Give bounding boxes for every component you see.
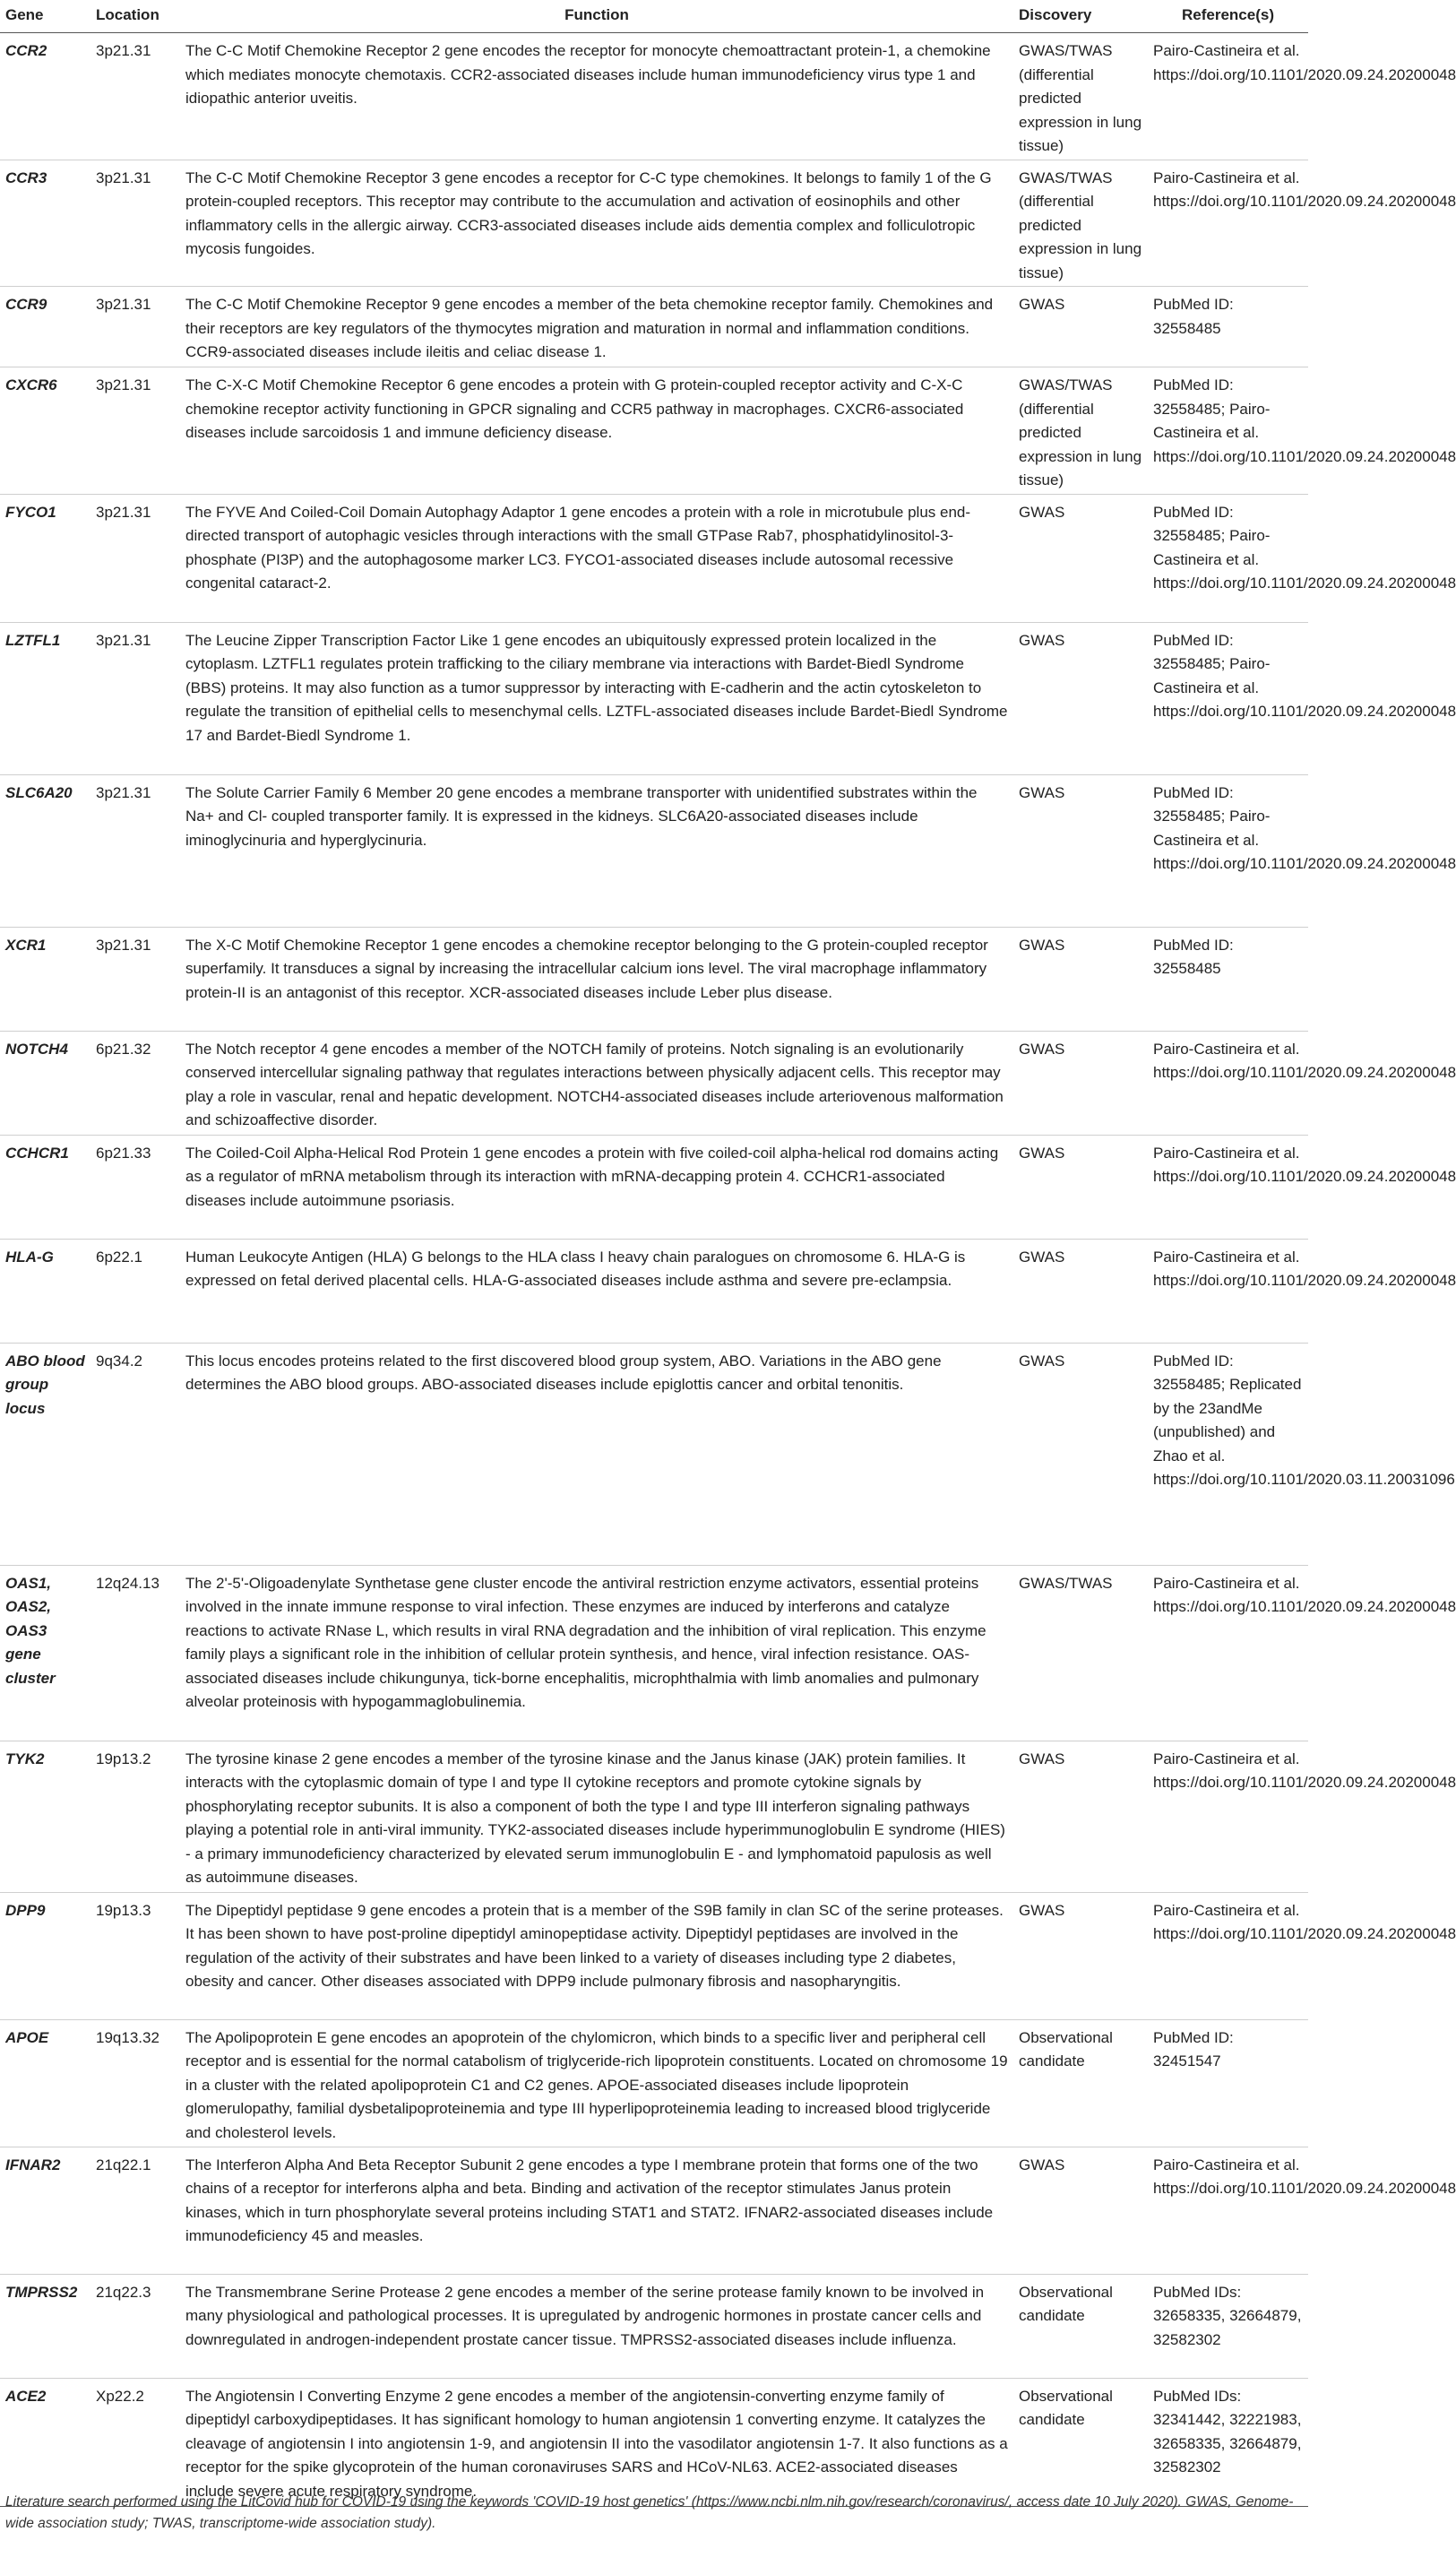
- cell-references: PubMed ID: 32558485; Pairo-Castineira et al. https://doi.org/10.1101/2020.09.24.20200048: [1148, 622, 1308, 774]
- cell-gene: DPP9: [0, 1892, 90, 2019]
- cell-discovery: GWAS: [1013, 1343, 1148, 1565]
- cell-function: The 2'-5'-Oligoadenylate Synthetase gene cluster encode the antiviral restriction enzyme activators, essential proteins involved in the innate immune response to viral infection. These enzymes are induced by interferons and catalyze reactions to activate RNase L, which results in viral RNA degradation and the inhibition of viral replication. This enzyme family plays a significant role in the inhibition of cellular protein synthesis, and hence, viral infection resistance. OAS-associated diseases include chikungunya, tick-borne encephalitis, microphthalmia with limb anomalies and pulmonary alveolar proteinosis with hypogammaglobulinemia.: [180, 1565, 1013, 1741]
- table-row: [0, 33, 1308, 160]
- cell-function: The Dipeptidyl peptidase 9 gene encodes a protein that is a member of the S9B family in clan SC of the serine proteases. It has been shown to have post-proline dipeptidyl aminopeptidase activity. Dipeptidyl peptidases are involved in the regulation of the activity of their substrates and have been linked to a variety of diseases including type 2 diabetes, obesity and cancer. Other diseases associated with DPP9 include pulmonary fibrosis and nasopharyngitis.: [180, 1892, 1013, 2019]
- cell-location: 19p13.2: [90, 1741, 180, 1892]
- table-row: [0, 2274, 1308, 2378]
- cell-references: PubMed ID: 32451547: [1148, 2019, 1308, 2147]
- table-row: [0, 1135, 1308, 1239]
- table-row: [0, 2378, 1308, 2506]
- cell-discovery: GWAS: [1013, 1892, 1148, 2019]
- cell-references: Pairo-Castineira et al. https://doi.org/10.1101/2020.09.24.20200048: [1148, 1741, 1308, 1892]
- cell-location: 3p21.31: [90, 367, 180, 495]
- header-gene: Gene: [0, 0, 90, 33]
- cell-function: The Leucine Zipper Transcription Factor Like 1 gene encodes an ubiquitously expressed protein localized in the cytoplasm. LZTFL1 regulates protein trafficking to the ciliary membrane via interactions with Bardet-Biedl Syndrome (BBS) proteins. It may also function as a tumor suppressor by interacting with E-cadherin and the actin cytoskeleton to regulate the transition of epithelial cells to mesenchymal cells. LZTFL-associated diseases include Bardet-Biedl Syndrome 17 and Bardet-Biedl Syndrome 1.: [180, 622, 1013, 774]
- cell-discovery: Observational candidate: [1013, 2274, 1148, 2378]
- cell-discovery: Observational candidate: [1013, 2019, 1148, 2147]
- cell-function: The C-C Motif Chemokine Receptor 3 gene encodes a receptor for C-C type chemokines. It belongs to family 1 of the G protein-coupled receptors. This receptor may contribute to the accumulation and activation of eosinophils and other inflammatory cells in the allergic airway. CCR3-associated diseases include aids dementia complex and folliculotropic mycosis fungoides.: [180, 160, 1013, 287]
- cell-gene: LZTFL1: [0, 622, 90, 774]
- cell-location: 3p21.31: [90, 160, 180, 287]
- cell-location: 12q24.13: [90, 1565, 180, 1741]
- cell-gene: ACE2: [0, 2378, 90, 2506]
- cell-location: 6p21.33: [90, 1135, 180, 1239]
- table-row: [0, 1343, 1308, 1565]
- cell-gene: NOTCH4: [0, 1031, 90, 1135]
- cell-location: 21q22.3: [90, 2274, 180, 2378]
- table-row: [0, 774, 1308, 927]
- cell-discovery: GWAS: [1013, 287, 1148, 367]
- cell-discovery: GWAS: [1013, 1135, 1148, 1239]
- table-row: [0, 1239, 1308, 1343]
- table-row: [0, 622, 1308, 774]
- cell-references: Pairo-Castineira et al. https://doi.org/10.1101/2020.09.24.20200048: [1148, 1565, 1308, 1741]
- cell-references: Pairo-Castineira et al. https://doi.org/10.1101/2020.09.24.20200048: [1148, 1135, 1308, 1239]
- cell-gene: CCR3: [0, 160, 90, 287]
- cell-gene: APOE: [0, 2019, 90, 2147]
- cell-location: 9q34.2: [90, 1343, 180, 1565]
- cell-discovery: GWAS/TWAS: [1013, 1565, 1148, 1741]
- cell-references: PubMed ID: 32558485; Pairo-Castineira et al. https://doi.org/10.1101/2020.09.24.20200048: [1148, 367, 1308, 495]
- cell-gene: OAS1, OAS2, OAS3 gene cluster: [0, 1565, 90, 1741]
- cell-references: PubMed IDs: 32341442, 32221983, 32658335, 32664879, 32582302: [1148, 2378, 1308, 2506]
- cell-location: 19q13.32: [90, 2019, 180, 2147]
- cell-discovery: GWAS: [1013, 1031, 1148, 1135]
- cell-gene: SLC6A20: [0, 774, 90, 927]
- cell-references: PubMed ID: 32558485; Pairo-Castineira et al. https://doi.org/10.1101/2020.09.24.20200048: [1148, 774, 1308, 927]
- cell-gene: CCHCR1: [0, 1135, 90, 1239]
- cell-function: The Apolipoprotein E gene encodes an apoprotein of the chylomicron, which binds to a specific liver and peripheral cell receptor and is essential for the normal catabolism of triglyceride-rich lipoprotein constituents. Located on chromosome 19 in a cluster with the related apolipoprotein C1 and C2 genes. APOE-associated diseases include lipoprotein glomerulopathy, familial dysbetalipoproteinemia and type III hyperlipoproteinemia leading to increased blood triglyceride and cholesterol levels.: [180, 2019, 1013, 2147]
- cell-function: The Interferon Alpha And Beta Receptor Subunit 2 gene encodes a type I membrane protein that forms one of the two chains of a receptor for interferons alpha and beta. Binding and activation of the receptor stimulates Janus protein kinases, which in turn phosphorylate several proteins including STAT1 and STAT2. IFNAR2-associated diseases include immunodeficiency 45 and measles.: [180, 2147, 1013, 2274]
- cell-location: 19p13.3: [90, 1892, 180, 2019]
- cell-references: PubMed IDs: 32658335, 32664879, 32582302: [1148, 2274, 1308, 2378]
- cell-discovery: GWAS/TWAS (differential predicted expression in lung tissue): [1013, 160, 1148, 287]
- cell-location: 3p21.31: [90, 494, 180, 622]
- table-row: [0, 494, 1308, 622]
- table-header: [0, 0, 1308, 33]
- cell-discovery: GWAS: [1013, 622, 1148, 774]
- table-row: [0, 2147, 1308, 2274]
- cell-function: The X-C Motif Chemokine Receptor 1 gene encodes a chemokine receptor belonging to the G protein-coupled receptor superfamily. It transduces a signal by increasing the intracellular calcium ions level. The viral macrophage inflammatory protein-II is an antagonist of this receptor. XCR-associated diseases include Leber plus disease.: [180, 927, 1013, 1031]
- cell-location: 3p21.31: [90, 287, 180, 367]
- table-row: [0, 367, 1308, 495]
- cell-function: The Angiotensin I Converting Enzyme 2 gene encodes a member of the angiotensin-converting enzyme family of dipeptidyl carboxydipeptidases. It has significant homology to human angiotensin 1 converting enzyme. It catalyzes the cleavage of angiotensin I into angiotensin 1-9, and angiotensin II into the vasodilator angiotensin 1-7. It also functions as a receptor for the spike glycoprotein of the human coronaviruses SARS and HCoV-NL63. ACE2-associated diseases include severe acute respiratory syndrome.: [180, 2378, 1013, 2506]
- cell-function: The C-C Motif Chemokine Receptor 2 gene encodes the receptor for monocyte chemoattractant protein-1, a chemokine which mediates monocyte chemotaxis. CCR2-associated diseases include human immunodeficiency virus type 1 and idiopathic anterior uveitis.: [180, 33, 1013, 160]
- cell-gene: TYK2: [0, 1741, 90, 1892]
- table-row: [0, 1892, 1308, 2019]
- table-body: [0, 33, 1456, 2507]
- cell-discovery: Observational candidate: [1013, 2378, 1148, 2506]
- table-row: [0, 160, 1308, 287]
- cell-references: PubMed ID: 32558485: [1148, 927, 1308, 1031]
- cell-discovery: GWAS: [1013, 927, 1148, 1031]
- cell-function: The Coiled-Coil Alpha-Helical Rod Protein 1 gene encodes a protein with five coiled-coil alpha-helical rod domains acting as a regulator of mRNA metabolism through its interaction with mRNA-decapping protein 4. CCHCR1-associated diseases include autoimmune psoriasis.: [180, 1135, 1013, 1239]
- cell-location: Xp22.2: [90, 2378, 180, 2506]
- cell-gene: IFNAR2: [0, 2147, 90, 2274]
- cell-gene: XCR1: [0, 927, 90, 1031]
- header-references: Reference(s): [1148, 0, 1308, 33]
- cell-gene: CCR9: [0, 287, 90, 367]
- cell-gene: CXCR6: [0, 367, 90, 495]
- cell-references: PubMed ID: 32558485; Pairo-Castineira et al. https://doi.org/10.1101/2020.09.24.20200048: [1148, 494, 1308, 622]
- cell-references: PubMed ID: 32558485: [1148, 287, 1308, 367]
- cell-function: The FYVE And Coiled-Coil Domain Autophagy Adaptor 1 gene encodes a protein with a role in microtubule plus end-directed transport of autophagic vesicles through interactions with the small GTPase Rab7, phosphatidylinositol-3-phosphate (PI3P) and the autophagosome marker LC3. FYCO1-associated diseases include autosomal recessive congenital cataract-2.: [180, 494, 1013, 622]
- cell-gene: FYCO1: [0, 494, 90, 622]
- table-row: [0, 927, 1308, 1031]
- cell-discovery: GWAS: [1013, 774, 1148, 927]
- table-footnote: Literature search performed using the LitCovid hub for COVID-19 using the keywords 'COVID-19 host genetics' (https://www.ncbi.nlm.nih.gov/research/coronavirus/, access date 10 July 2020). GWAS, Genome-wide association study; TWAS, transcriptome-wide association study).: [5, 2494, 1294, 2531]
- cell-discovery: GWAS: [1013, 2147, 1148, 2274]
- table-row: [0, 1565, 1308, 1741]
- cell-function: The Transmembrane Serine Protease 2 gene encodes a member of the serine protease family known to be involved in many physiological and pathological processes. It is upregulated by androgenic hormones in prostate cancer cells and downregulated in androgen-independent prostate cancer tissue. TMPRSS2-associated diseases include influenza.: [180, 2274, 1013, 2378]
- cell-function: This locus encodes proteins related to the first discovered blood group system, ABO. Variations in the ABO gene determines the ABO blood groups. ABO-associated diseases include epiglottis cancer and orbital tenonitis.: [180, 1343, 1013, 1565]
- cell-function: The C-C Motif Chemokine Receptor 9 gene encodes a member of the beta chemokine receptor family. Chemokines and their receptors are key regulators of the thymocytes migration and maturation in normal and inflammation conditions. CCR9-associated diseases include ileitis and celiac disease 1.: [180, 287, 1013, 367]
- cell-references: Pairo-Castineira et al. https://doi.org/10.1101/2020.09.24.20200048: [1148, 33, 1308, 160]
- cell-location: 21q22.1: [90, 2147, 180, 2274]
- cell-location: 6p22.1: [90, 1239, 180, 1343]
- cell-gene: ABO blood group locus: [0, 1343, 90, 1565]
- table-row: [0, 2019, 1308, 2147]
- header-function: Function: [180, 0, 1013, 33]
- cell-location: 3p21.31: [90, 774, 180, 927]
- table-row: [0, 1741, 1308, 1892]
- cell-gene: CCR2: [0, 33, 90, 160]
- cell-function: The Notch receptor 4 gene encodes a member of the NOTCH family of proteins. Notch signaling is an evolutionarily conserved intercellular signaling pathway that regulates interactions between physically adjacent cells. This receptor may play a role in vascular, renal and hepatic development. NOTCH4-associated diseases include arteriovenous malformation and schizoaffective disorder.: [180, 1031, 1013, 1135]
- cell-discovery: GWAS: [1013, 1741, 1148, 1892]
- cell-location: 3p21.31: [90, 927, 180, 1031]
- cell-references: Pairo-Castineira et al. https://doi.org/10.1101/2020.09.24.20200048: [1148, 160, 1308, 287]
- cell-location: 3p21.31: [90, 622, 180, 774]
- cell-references: Pairo-Castineira et al. https://doi.org/10.1101/2020.09.24.20200048: [1148, 1031, 1308, 1135]
- cell-function: The C-X-C Motif Chemokine Receptor 6 gene encodes a protein with G protein-coupled receptor activity and C-X-C chemokine receptor activity functioning in GPCR signaling and CCR5 pathway in macrophages. CXCR6-associated diseases include sarcoidosis 1 and immune deficiency disease.: [180, 367, 1013, 495]
- cell-location: 6p21.32: [90, 1031, 180, 1135]
- cell-discovery: GWAS/TWAS (differential predicted expression in lung tissue): [1013, 33, 1148, 160]
- cell-references: Pairo-Castineira et al. https://doi.org/10.1101/2020.09.24.20200048: [1148, 2147, 1308, 2274]
- cell-function: The tyrosine kinase 2 gene encodes a member of the tyrosine kinase and the Janus kinase (JAK) protein families. It interacts with the cytoplasmic domain of type I and type II cytokine receptors and promote cytokine signals by phosphorylating receptor subunits. It is also a component of both the type I and type III interferon signaling pathways playing a potential role in anti-viral immunity. TYK2-associated diseases include hyperimmunoglobulin E syndrome (HIES) - a primary immunodeficiency characterized by elevated serum immunoglobulin E - and lymphomatoid papulosis as well as autoimmune diseases.: [180, 1741, 1013, 1892]
- cell-function: The Solute Carrier Family 6 Member 20 gene encodes a membrane transporter with unidentified substrates within the Na+ and Cl- coupled transporter family. It is expressed in the kidneys. SLC6A20-associated diseases include iminoglycinuria and hyperglycinuria.: [180, 774, 1013, 927]
- cell-gene: HLA-G: [0, 1239, 90, 1343]
- header-location: Location: [90, 0, 180, 33]
- cell-discovery: GWAS: [1013, 1239, 1148, 1343]
- header-discovery: Discovery: [1013, 0, 1148, 33]
- cell-references: Pairo-Castineira et al. https://doi.org/10.1101/2020.09.24.20200048: [1148, 1239, 1308, 1343]
- cell-references: PubMed ID: 32558485; Replicated by the 23andMe (unpublished) and Zhao et al. https://doi.org/10.1101/2020.03.11.20031096: [1148, 1343, 1308, 1565]
- cell-discovery: GWAS/TWAS (differential predicted expression in lung tissue): [1013, 367, 1148, 495]
- cell-references: Pairo-Castineira et al. https://doi.org/10.1101/2020.09.24.20200048: [1148, 1892, 1308, 2019]
- cell-location: 3p21.31: [90, 33, 180, 160]
- table-row: [0, 1031, 1308, 1135]
- table-row: [0, 287, 1308, 367]
- cell-discovery: GWAS: [1013, 494, 1148, 622]
- cell-gene: TMPRSS2: [0, 2274, 90, 2378]
- cell-function: Human Leukocyte Antigen (HLA) G belongs to the HLA class I heavy chain paralogues on chromosome 6. HLA-G is expressed on fetal derived placental cells. HLA-G-associated diseases include asthma and severe pre-eclampsia.: [180, 1239, 1013, 1343]
